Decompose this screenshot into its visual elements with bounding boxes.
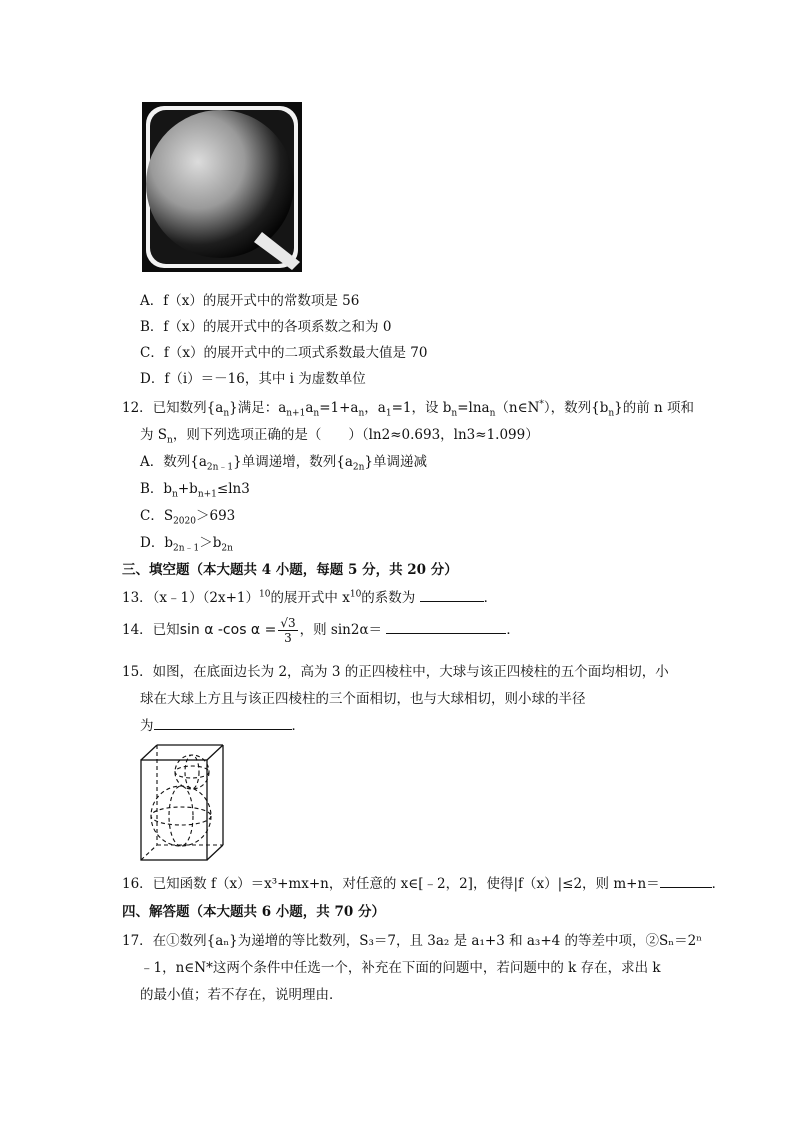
q12-option-b: B．$b_n+b_{n+1}\le\ln 3$ (140, 481, 250, 500)
q11-option-c: C．f（x）的展开式中的二项式系数最大值是 70 (140, 345, 428, 361)
q16: 16．已知函数 f（x）＝x³+mx+n，对任意的 x∈[﹣2，2]，使得|f（x）|≤2，则 m+n＝ ． (122, 872, 725, 892)
prism-spheres-figure (138, 742, 228, 864)
q17-line1: 17．在①数列{aₙ}为递增的等比数列，S₃＝7，且 3a₂ 是 a₁+3 和 a₃+4 的等差中项，②Sₙ＝2ⁿ (122, 933, 703, 949)
q11-option-a: A．f（x）的展开式中的常数项是 56 (140, 293, 360, 309)
q15-answer-blank[interactable] (154, 715, 292, 730)
sqrt3-over-3-fraction: $\frac{√3}{3}$ (280, 616, 296, 645)
q11-option-d: D．f（i）＝－16，其中 i 为虚数单位 (140, 371, 366, 387)
q17-line2: ﹣1，n∈N*这两个条件中任选一个，补充在下面的问题中，若问题中的 k 存在，求出 k (140, 960, 661, 976)
q15-line1: 15．如图，在底面边长为 2，高为 3 的正四棱柱中，大球与该正四棱柱的五个面均相切，小 (122, 664, 669, 680)
q12-stem-line1: 12．已知数列$\{a_n\}$满足：$a_{n+1}a_n=1+a_n$，$a_1=1$，设 $b_n=\ln a_n(n\in N^*)$，数列$\{b_n\}$的前 n 项和 (122, 399, 695, 419)
q13: 13．$(x﹣1)(2x+1)^{10}$的展开式中 $x^{10}$的系数为 ． (122, 586, 497, 606)
section4-title: 四、解答题（本大题共 6 小题，共 70 分） (122, 904, 385, 920)
q15-line3: 为 ． (140, 714, 305, 734)
sphere-photo-figure (142, 102, 302, 272)
q12-option-a: A．数列$\{a_{2n﹣1}\}$单调递增，数列$\{a_{2n}\}$单调递减 (140, 454, 427, 473)
q12-option-d: D．$b_{2n﹣1}>b_{2n}$ (140, 535, 233, 554)
q14: 14．已知sin α -cos α = $\frac{√3}{3}$ ，则 sin2α＝ ． (122, 616, 520, 645)
q13-answer-blank[interactable] (420, 587, 484, 602)
q17-line3: 的最小值；若不存在，说明理由． (140, 987, 343, 1003)
q14-answer-blank[interactable] (386, 619, 506, 634)
q12-option-c: C．$S_{2020}>693$ (140, 508, 236, 527)
q16-answer-blank[interactable] (660, 873, 712, 888)
q15-line2: 球在大球上方且与该正四棱柱的三个面相切，也与大球相切，则小球的半径 (140, 691, 586, 707)
section3-title: 三、填空题（本大题共 4 小题，每题 5 分，共 20 分） (122, 562, 458, 578)
q11-option-b: B．f（x）的展开式中的各项系数之和为 0 (140, 319, 392, 335)
q12-stem-line2: 为 $S_n$，则下列选项正确的是（ ）（ln2≈0.693，ln3≈1.099） (140, 427, 539, 446)
